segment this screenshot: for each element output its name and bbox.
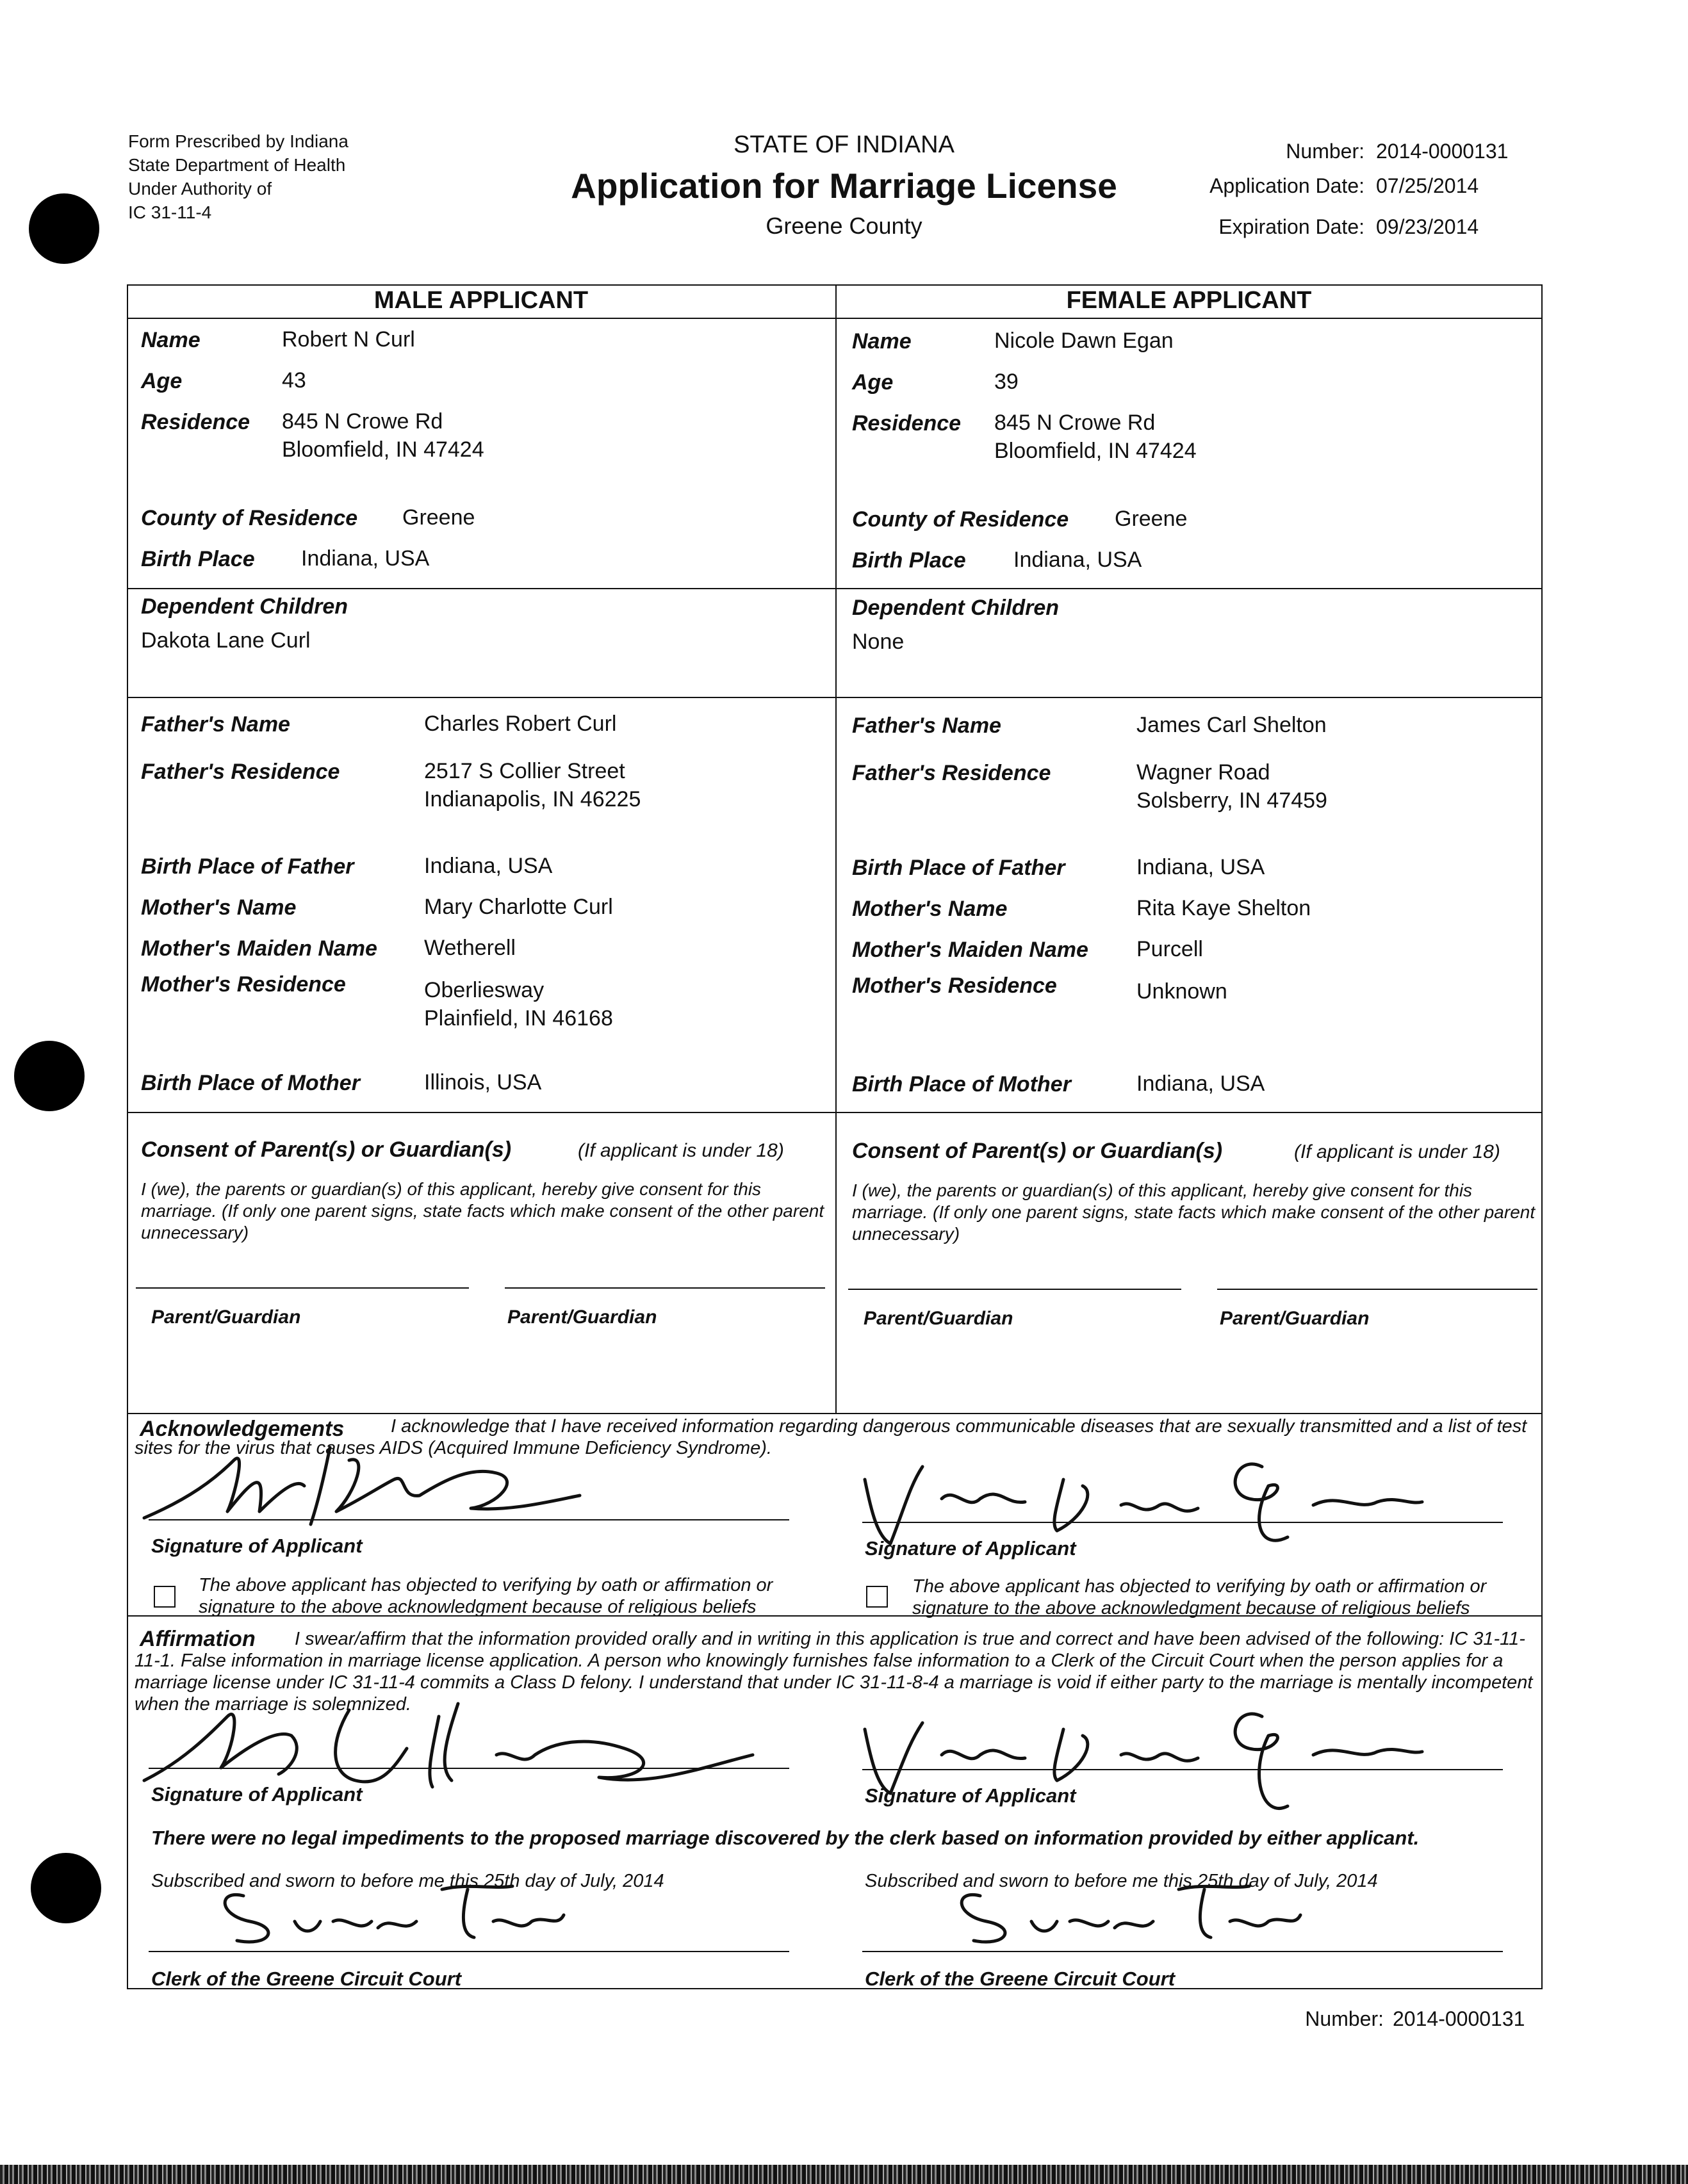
male-residence-line1: 845 N Crowe Rd: [282, 409, 443, 434]
male-dependent-children: Dakota Lane Curl: [141, 628, 311, 653]
female-father-residence-line2: Solsberry, IN 47459: [1136, 788, 1327, 813]
male-birth-place: Indiana, USA: [301, 546, 430, 571]
divider: [128, 318, 1541, 319]
female-applicant-heading: FEMALE APPLICANT: [1066, 287, 1312, 314]
female-mother-maiden-label: Mother's Maiden Name: [852, 938, 1088, 962]
male-age: 43: [282, 368, 306, 393]
female-birth-place-label: Birth Place: [852, 548, 966, 573]
female-clerk-label: Clerk of the Greene Circuit Court: [865, 1968, 1176, 1990]
female-county: Greene: [1115, 507, 1188, 531]
number-value: 2014-0000131: [1376, 140, 1509, 163]
female-mother-residence-line1: Unknown: [1136, 979, 1227, 1004]
application-date-label: Application Date:: [1209, 174, 1364, 197]
footer-number-value: 2014-0000131: [1393, 2007, 1525, 2030]
female-religious-objection-checkbox[interactable]: [866, 1586, 888, 1608]
county-heading: Greene County: [766, 213, 922, 239]
female-consent-note: (If applicant is under 18): [1294, 1141, 1500, 1162]
male-mother-maiden-label: Mother's Maiden Name: [141, 936, 377, 961]
number-label: Number:: [1286, 140, 1364, 163]
female-consent-title: Consent of Parent(s) or Guardian(s): [852, 1139, 1223, 1163]
female-dependent-children: None: [852, 630, 905, 654]
affirmation-title: Affirmation: [140, 1627, 256, 1651]
female-name: Nicole Dawn Egan: [994, 329, 1174, 353]
female-name-label: Name: [852, 329, 912, 354]
female-mother-name-label: Mother's Name: [852, 897, 1008, 921]
female-mother-name: Rita Kaye Shelton: [1136, 896, 1311, 920]
female-acknowledgement-signature-label: Signature of Applicant: [865, 1537, 1076, 1560]
male-father-birth-place: Indiana, USA: [424, 854, 553, 878]
affirmation-text: I swear/affirm that the information provided orally and in writing in this application is true and correct and have been advised of the following: IC 31-11-11-1. False information in marriage license application. A person who knowingly furnishes false information to a Clerk of the Circuit Court when the person applies for a marriage license under IC 31-11-4 commits a Class D felony. I understand that under IC 31-11-8-4 a marriage is void if either party to the marriage is mentally incompetent when the marriage is solemnized.: [135, 1629, 1533, 1715]
female-parent-guardian-label-2: Parent/Guardian: [1220, 1308, 1370, 1329]
punch-hole-middle: [14, 1041, 85, 1111]
male-birth-place-label: Birth Place: [141, 547, 255, 571]
male-father-residence-line1: 2517 S Collier Street: [424, 759, 625, 783]
divider: [128, 588, 1541, 589]
female-religious-objection-text: The above applicant has objected to verifying by oath or affirmation or signature to the above acknowledgment because of religious beliefs: [912, 1576, 1487, 1618]
male-father-name-label: Father's Name: [141, 712, 290, 737]
female-father-residence-line1: Wagner Road: [1136, 760, 1270, 785]
male-parent-guardian-label-2: Parent/Guardian: [507, 1307, 657, 1328]
prescribed-line: State Department of Health: [128, 155, 346, 175]
female-father-birth-place: Indiana, USA: [1136, 855, 1265, 879]
female-birth-place: Indiana, USA: [1013, 548, 1142, 572]
scan-edge-strip: [0, 2165, 1688, 2184]
male-affirmation-signature-label: Signature of Applicant: [151, 1783, 363, 1805]
male-mother-maiden: Wetherell: [424, 936, 516, 960]
female-mother-birth-place: Indiana, USA: [1136, 1072, 1265, 1096]
male-consent-title: Consent of Parent(s) or Guardian(s): [141, 1137, 512, 1162]
form-title: Application for Marriage License: [571, 166, 1117, 206]
divider: [128, 1413, 1541, 1414]
male-clerk-label: Clerk of the Greene Circuit Court: [151, 1968, 462, 1990]
acknowledgements-text: I acknowledge that I have received information regarding dangerous communicable diseases that are sexually transmitted and a list of test sites for the virus that causes AIDS (Acquired Immune Deficiency Syndrome).: [135, 1416, 1527, 1458]
male-religious-objection-checkbox[interactable]: [154, 1586, 176, 1608]
male-mother-name-label: Mother's Name: [141, 895, 297, 920]
state-heading: STATE OF INDIANA: [733, 131, 955, 158]
female-father-name-label: Father's Name: [852, 713, 1001, 738]
male-age-label: Age: [141, 369, 183, 393]
expiration-date-label: Expiration Date:: [1218, 215, 1364, 238]
prescribed-line: Form Prescribed by Indiana: [128, 131, 348, 151]
male-clerk-signature: [211, 1877, 570, 1953]
punch-hole-bottom: [31, 1853, 101, 1923]
male-residence-label: Residence: [141, 410, 250, 434]
prescribed-line: IC 31-11-4: [128, 202, 212, 222]
prescribed-line: Under Authority of: [128, 179, 272, 199]
male-father-residence-label: Father's Residence: [141, 760, 340, 784]
male-residence-line2: Bloomfield, IN 47424: [282, 437, 484, 462]
female-residence-line2: Bloomfield, IN 47424: [994, 439, 1197, 463]
footer-number-label: Number:: [1305, 2007, 1384, 2030]
female-age-label: Age: [852, 370, 894, 395]
male-name-label: Name: [141, 328, 201, 352]
male-dependent-children-label: Dependent Children: [141, 594, 348, 619]
male-mother-birth-place: Illinois, USA: [424, 1070, 542, 1095]
male-name: Robert N Curl: [282, 327, 415, 352]
column-divider: [835, 286, 837, 1413]
female-age: 39: [994, 370, 1019, 394]
female-parent-guardian-line-2[interactable]: [1217, 1289, 1537, 1290]
female-father-residence-label: Father's Residence: [852, 761, 1051, 785]
female-father-name: James Carl Shelton: [1136, 713, 1327, 737]
male-acknowledgement-signature-line[interactable]: [149, 1519, 789, 1520]
female-clerk-signature: [948, 1877, 1307, 1953]
female-clerk-signature-line[interactable]: [862, 1951, 1503, 1952]
male-religious-objection-text: The above applicant has objected to verifying by oath or affirmation or signature to the above acknowledgment because of religious beliefs: [199, 1575, 773, 1617]
male-affirmation-signature-line[interactable]: [149, 1768, 789, 1769]
male-clerk-signature-line[interactable]: [149, 1951, 789, 1952]
male-mother-residence-line2: Plainfield, IN 46168: [424, 1006, 613, 1031]
application-date-value: 07/25/2014: [1376, 174, 1479, 197]
male-applicant-heading: MALE APPLICANT: [373, 287, 589, 314]
divider: [128, 1112, 1541, 1113]
female-sworn-text: Subscribed and sworn to before me this 25th day of July, 2014: [865, 1871, 1378, 1891]
male-sworn-text: Subscribed and sworn to before me this 25th day of July, 2014: [151, 1871, 664, 1891]
male-acknowledgement-signature: [138, 1441, 586, 1544]
male-acknowledgement-signature-label: Signature of Applicant: [151, 1535, 363, 1557]
female-consent-text: I (we), the parents or guardian(s) of this applicant, hereby give consent for this marriage. (If only one parent signs, state facts which make consent of the other parent unnecessary): [852, 1180, 1536, 1244]
male-mother-birth-place-label: Birth Place of Mother: [141, 1071, 360, 1095]
male-mother-name: Mary Charlotte Curl: [424, 895, 613, 919]
male-father-name: Charles Robert Curl: [424, 712, 617, 736]
female-affirmation-signature-line[interactable]: [862, 1769, 1503, 1770]
female-mother-residence-label: Mother's Residence: [852, 974, 1057, 998]
divider: [128, 697, 1541, 698]
male-county: Greene: [402, 505, 475, 530]
expiration-date-value: 09/23/2014: [1376, 215, 1479, 238]
male-father-residence-line2: Indianapolis, IN 46225: [424, 787, 641, 811]
acknowledgements-title: Acknowledgements: [140, 1417, 345, 1441]
male-county-label: County of Residence: [141, 506, 358, 530]
male-mother-residence-label: Mother's Residence: [141, 972, 346, 997]
male-parent-guardian-label-1: Parent/Guardian: [151, 1307, 301, 1328]
male-consent-text: I (we), the parents or guardian(s) of this applicant, hereby give consent for this marriage. (If only one parent signs, state facts which make consent of the other parent unnecessary): [141, 1179, 824, 1243]
female-parent-guardian-label-1: Parent/Guardian: [864, 1308, 1013, 1329]
female-residence-label: Residence: [852, 411, 962, 436]
female-acknowledgement-signature-line[interactable]: [862, 1522, 1503, 1523]
female-parent-guardian-line-1[interactable]: [848, 1289, 1181, 1290]
impediments-statement: There were no legal impediments to the proposed marriage discovered by the clerk based on information provided by either applicant.: [151, 1827, 1420, 1849]
female-mother-maiden: Purcell: [1136, 937, 1203, 961]
male-parent-guardian-line-2[interactable]: [505, 1287, 825, 1289]
female-dependent-children-label: Dependent Children: [852, 596, 1060, 620]
male-parent-guardian-line-1[interactable]: [136, 1287, 469, 1289]
female-father-birth-place-label: Birth Place of Father: [852, 856, 1065, 880]
male-mother-residence-line1: Oberliesway: [424, 978, 545, 1002]
male-father-birth-place-label: Birth Place of Father: [141, 854, 354, 879]
female-mother-birth-place-label: Birth Place of Mother: [852, 1072, 1071, 1096]
female-affirmation-signature: [852, 1704, 1429, 1832]
female-residence-line1: 845 N Crowe Rd: [994, 411, 1156, 435]
female-affirmation-signature-label: Signature of Applicant: [865, 1784, 1076, 1807]
female-county-label: County of Residence: [852, 507, 1069, 532]
male-consent-note: (If applicant is under 18): [578, 1140, 784, 1161]
